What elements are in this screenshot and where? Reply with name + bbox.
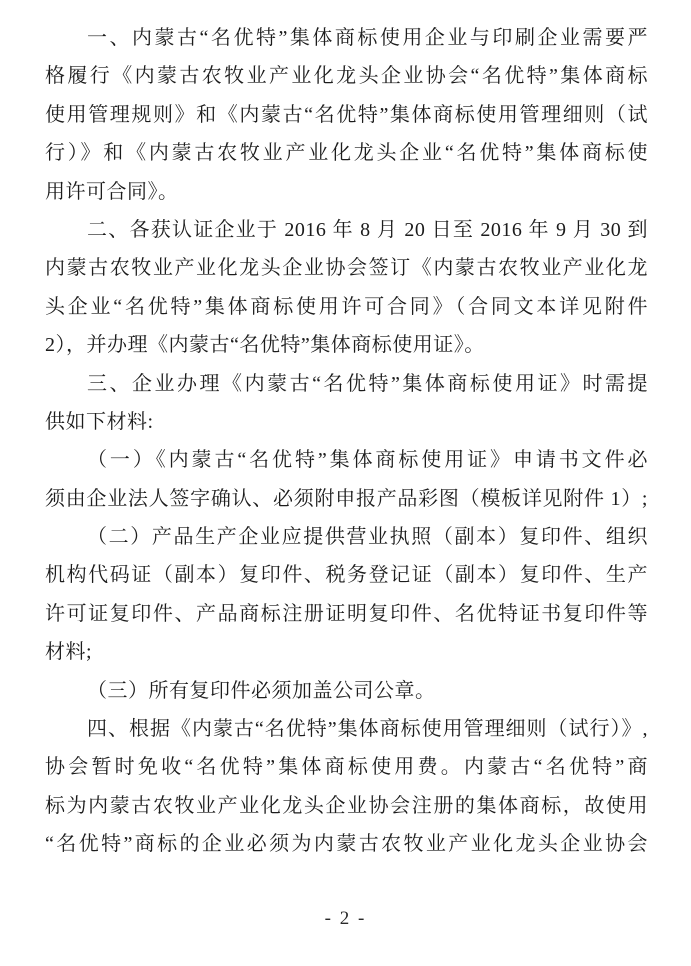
text-line: （一）《内蒙古“名优特”集体商标使用证》申请书文件必 [87, 449, 648, 472]
document-body [45, 19, 648, 864]
text-line: 四、根据《内蒙古“名优特”集体商标使用管理细则（试行）》, [87, 718, 648, 741]
text-line: （三）所有复印件必须加盖公司公章。 [87, 679, 436, 702]
text-line: 材料; [45, 641, 93, 664]
text-line: 须由企业法人签字确认、必须附申报产品彩图（模板详见附件 1）; [45, 487, 648, 510]
text-line: 二、各获认证企业于 2016 年 8 月 20 日至 2016 年 9 月 30 到 [87, 218, 648, 241]
text-line: 头企业“名优特”集体商标使用许可合同》（合同文本详见附件 [45, 295, 648, 318]
text-line: 供如下材料: [45, 410, 154, 433]
text-line: 使用管理规则》和《内蒙古“名优特”集体商标使用管理细则（试 [45, 103, 648, 126]
text-line: 协会暂时免收“名优特”集体商标使用费。内蒙古“名优特”商 [45, 756, 648, 779]
text-line: 用许可合同》。 [45, 180, 179, 203]
text-line: 内蒙古农牧业产业化龙头企业协会签订《内蒙古农牧业产业化龙 [45, 257, 648, 280]
text-line: 机构代码证（副本）复印件、税务登记证（副本）复印件、生产 [45, 564, 648, 587]
text-line: 格履行《内蒙古农牧业产业化龙头企业协会“名优特”集体商标 [45, 65, 648, 88]
text-line: “名优特”商标的企业必须为内蒙古农牧业产业化龙头企业协会 [45, 833, 648, 856]
text-line: 一、内蒙古“名优特”集体商标使用企业与印刷企业需要严 [87, 27, 648, 49]
text-line: 三、企业办理《内蒙古“名优特”集体商标使用证》时需提 [87, 372, 648, 395]
text-line: 2），并办理《内蒙古“名优特”集体商标使用证》。 [45, 334, 485, 357]
text-line: 许可证复印件、产品商标注册证明复印件、名优特证书复印件等 [45, 602, 648, 625]
page-number: - 2 - [324, 908, 367, 929]
text-line: （二）产品生产企业应提供营业执照（副本）复印件、组织 [87, 526, 648, 549]
text-line: 行）》和《内蒙古农牧业产业化龙头企业“名优特”集体商标使 [45, 142, 648, 165]
text-line: 标为内蒙古农牧业产业化龙头企业协会注册的集体商标，故使用 [45, 794, 648, 817]
